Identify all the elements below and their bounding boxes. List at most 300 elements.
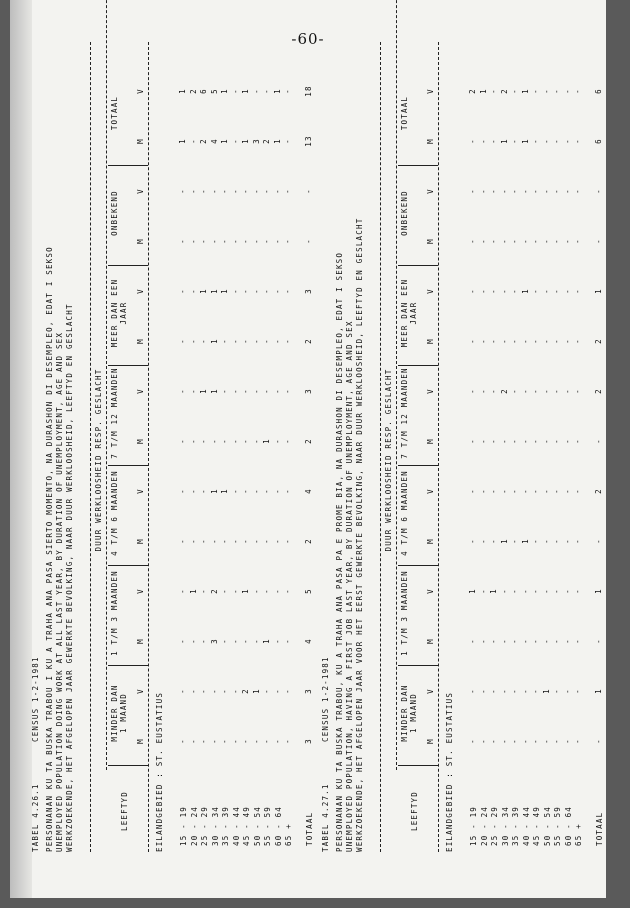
row-age-label: 25 - 29 <box>200 805 209 846</box>
cell-value: - <box>241 638 250 644</box>
cell-value: - <box>520 488 530 494</box>
cell-value: - <box>520 638 530 644</box>
cell-value: - <box>283 438 292 444</box>
column-divider <box>398 365 438 366</box>
cell-value: - <box>283 288 292 294</box>
cell-value: 1 <box>220 138 229 144</box>
cell-value: 4 <box>209 138 219 144</box>
table-title-line: PERSONANAN KU TA BUSKA TRABOU I KU A TRAHA ANA PASA SIERTO MOMENTO, NA DURASHON DI DESEMPLEO, EDAT I SEKSO <box>45 246 54 852</box>
cell-value: - <box>251 238 261 244</box>
duration-header: MEER DAN EEN JAAR <box>400 278 418 348</box>
cell-value: - <box>251 638 261 644</box>
cell-value: - <box>178 188 187 194</box>
row-age-label: 40 - 44 <box>231 805 241 846</box>
cell-value: - <box>272 338 282 344</box>
cell-value: - <box>220 188 229 194</box>
cell-value: - <box>520 738 530 744</box>
cell-value: - <box>562 588 572 594</box>
cell-value: - <box>541 88 551 94</box>
cell-value: 1 <box>541 688 551 694</box>
row-age-label: 25 - 29 <box>490 805 499 846</box>
cell-value: - <box>188 438 198 444</box>
duration-header: 4 T/M 6 MAANDEN <box>400 470 409 556</box>
cell-value: - <box>510 738 519 744</box>
cell-value: - <box>541 288 551 294</box>
cell-value: 1 <box>489 588 498 594</box>
duration-group-header: DUUR WERKLOOSHEID RESP. GESLACHT <box>384 368 393 552</box>
duration-header: 1 T/M 3 MAANDEN <box>400 570 409 656</box>
cell-value: - <box>220 338 229 344</box>
cell-value: 1 <box>499 538 509 544</box>
cell-value: - <box>283 588 292 594</box>
cell-value: 1 <box>241 138 250 144</box>
page-binding-edge <box>10 0 32 898</box>
table-id: TABEL 4.27.1 <box>321 783 330 852</box>
total-value: 2 <box>593 488 603 494</box>
cell-value: - <box>531 588 540 594</box>
sex-header: M <box>136 738 145 744</box>
cell-value: - <box>199 438 208 444</box>
cell-value: - <box>230 588 240 594</box>
cell-value: - <box>283 338 292 344</box>
cell-value: - <box>251 388 261 394</box>
column-divider <box>108 665 148 666</box>
cell-value: - <box>468 388 477 394</box>
rule-sub <box>106 0 107 770</box>
sex-header: V <box>136 588 145 594</box>
cell-value: - <box>251 288 261 294</box>
cell-value: - <box>468 638 477 644</box>
total-value: 2 <box>303 438 313 444</box>
column-divider <box>108 765 148 766</box>
cell-value: - <box>573 438 582 444</box>
cell-value: - <box>510 288 519 294</box>
duration-header: MINDER DAN 1 MAAND <box>400 684 418 742</box>
cell-value: - <box>541 138 551 144</box>
cell-value: - <box>510 388 519 394</box>
document-page <box>10 0 606 898</box>
cell-value: - <box>478 438 488 444</box>
cell-value: - <box>499 288 509 294</box>
cell-value: 1 <box>220 488 229 494</box>
cell-value: - <box>241 438 250 444</box>
cell-value: 2 <box>209 588 219 594</box>
cell-value: - <box>178 388 187 394</box>
cell-value: - <box>272 588 282 594</box>
sex-header: V <box>426 88 435 94</box>
cell-value: - <box>283 538 292 544</box>
cell-value: 1 <box>241 588 250 594</box>
cell-value: - <box>283 188 292 194</box>
cell-value: - <box>552 88 561 94</box>
cell-value: - <box>531 388 540 394</box>
cell-value: - <box>562 388 572 394</box>
column-divider <box>398 565 438 566</box>
column-divider <box>108 165 148 166</box>
cell-value: - <box>520 438 530 444</box>
cell-value: - <box>489 438 498 444</box>
cell-value: - <box>552 388 561 394</box>
column-divider <box>398 665 438 666</box>
cell-value: - <box>478 338 488 344</box>
cell-value: - <box>562 538 572 544</box>
cell-value: - <box>188 688 198 694</box>
row-age-label: 60 - 64 <box>273 805 283 846</box>
rotated-content <box>30 24 626 852</box>
cell-value: - <box>468 538 477 544</box>
cell-value: - <box>541 438 551 444</box>
cell-value: 2 <box>241 688 250 694</box>
cell-value: - <box>188 538 198 544</box>
cell-value: 1 <box>520 138 530 144</box>
cell-value: - <box>251 188 261 194</box>
sex-header: V <box>426 388 435 394</box>
cell-value: - <box>478 538 488 544</box>
column-divider <box>398 465 438 466</box>
cell-value: - <box>220 388 229 394</box>
cell-value: - <box>552 438 561 444</box>
cell-value: 1 <box>209 338 219 344</box>
cell-value: - <box>499 438 509 444</box>
cell-value: 2 <box>188 88 198 94</box>
cell-value: - <box>562 738 572 744</box>
total-value: - <box>303 238 313 244</box>
total-value: 1 <box>593 288 603 294</box>
cell-value: - <box>489 738 498 744</box>
sex-header: V <box>136 388 145 394</box>
row-age-label: 60 - 64 <box>563 805 573 846</box>
total-value: 1 <box>593 588 603 594</box>
cell-value: 5 <box>209 88 219 94</box>
row-age-label: 15 - 19 <box>469 805 478 846</box>
cell-value: - <box>531 88 540 94</box>
cell-value: - <box>178 538 187 544</box>
cell-value: - <box>478 488 488 494</box>
row-age-label: 45 - 49 <box>242 805 251 846</box>
cell-value: - <box>510 338 519 344</box>
cell-value: - <box>283 738 292 744</box>
row-age-label: 35 - 39 <box>511 805 520 846</box>
cell-value: - <box>283 88 292 94</box>
cell-value: 2 <box>499 388 509 394</box>
cell-value: - <box>188 388 198 394</box>
column-divider <box>108 565 148 566</box>
cell-value: - <box>552 738 561 744</box>
duration-header: 7 T/M 12 MAANDEN <box>400 367 409 459</box>
cell-value: - <box>562 138 572 144</box>
total-value: 18 <box>303 85 313 97</box>
sex-header: M <box>136 538 145 544</box>
cell-value: 1 <box>209 388 219 394</box>
cell-value: - <box>230 138 240 144</box>
cell-value: - <box>262 688 271 694</box>
row-age-label: 50 - 54 <box>252 805 262 846</box>
cell-value: - <box>573 388 582 394</box>
cell-value: - <box>199 488 208 494</box>
cell-value: - <box>531 738 540 744</box>
sex-header: M <box>426 438 435 444</box>
cell-value: - <box>510 538 519 544</box>
cell-value: - <box>209 438 219 444</box>
rule-header-bottom <box>438 42 439 852</box>
cell-value: - <box>283 238 292 244</box>
total-value: 3 <box>303 288 313 294</box>
cell-value: - <box>199 238 208 244</box>
cell-value: - <box>251 538 261 544</box>
cell-value: - <box>499 738 509 744</box>
cell-value: - <box>199 338 208 344</box>
cell-value: - <box>468 238 477 244</box>
cell-value: - <box>262 338 271 344</box>
cell-value: - <box>478 638 488 644</box>
table-title-line: UNEMPLOYED POPULATION DOING WORK AT ALL LAST YEAR, BY DURATION OF UNEMPLOYMENT, AGE AND SEX <box>55 331 64 852</box>
cell-value: - <box>272 738 282 744</box>
cell-value: - <box>531 488 540 494</box>
cell-value: - <box>188 188 198 194</box>
cell-value: 3 <box>251 138 261 144</box>
cell-value: - <box>199 688 208 694</box>
cell-value: 1 <box>478 88 488 94</box>
cell-value: - <box>178 338 187 344</box>
page-number: -60- <box>291 30 325 48</box>
cell-value: - <box>552 338 561 344</box>
row-age-label: 20 - 24 <box>479 805 489 846</box>
cell-value: - <box>520 688 530 694</box>
cell-value: 1 <box>199 288 208 294</box>
duration-header: MEER DAN EEN JAAR <box>110 278 128 348</box>
cell-value: - <box>188 738 198 744</box>
sex-header: M <box>136 338 145 344</box>
cell-value: - <box>272 238 282 244</box>
sex-header: V <box>136 288 145 294</box>
cell-value: 1 <box>188 588 198 594</box>
cell-value: - <box>272 388 282 394</box>
row-age-label: 20 - 24 <box>189 805 199 846</box>
column-divider <box>398 765 438 766</box>
rule-sub <box>396 0 397 770</box>
cell-value: - <box>262 538 271 544</box>
cell-value: - <box>510 138 519 144</box>
cell-value: - <box>188 488 198 494</box>
total-value: 3 <box>303 388 313 394</box>
total-value: 2 <box>303 338 313 344</box>
cell-value: 1 <box>178 88 187 94</box>
cell-value: - <box>178 288 187 294</box>
cell-value: - <box>230 288 240 294</box>
total-value: - <box>593 238 603 244</box>
cell-value: - <box>262 388 271 394</box>
cell-value: - <box>562 488 572 494</box>
cell-value: - <box>489 88 498 94</box>
cell-value: - <box>573 538 582 544</box>
cell-value: - <box>573 688 582 694</box>
cell-value: - <box>573 588 582 594</box>
total-value: 6 <box>593 138 603 144</box>
cell-value: - <box>478 188 488 194</box>
cell-value: - <box>220 238 229 244</box>
cell-value: - <box>510 638 519 644</box>
cell-value: - <box>510 488 519 494</box>
total-value: - <box>303 188 313 194</box>
cell-value: - <box>199 538 208 544</box>
cell-value: 2 <box>199 138 208 144</box>
cell-value: - <box>531 638 540 644</box>
sex-header: V <box>136 488 145 494</box>
cell-value: 1 <box>262 438 271 444</box>
cell-value: - <box>262 288 271 294</box>
cell-value: 1 <box>468 588 477 594</box>
duration-group-header: DUUR WERKLOOSHEID RESP. GESLACHT <box>94 368 103 552</box>
column-divider <box>398 165 438 166</box>
sex-header: M <box>426 138 435 144</box>
cell-value: - <box>573 238 582 244</box>
table-id: TABEL 4.26.1 <box>31 783 40 852</box>
cell-value: - <box>230 688 240 694</box>
cell-value: - <box>241 288 250 294</box>
cell-value: - <box>199 588 208 594</box>
cell-value: - <box>489 538 498 544</box>
duration-header: 4 T/M 6 MAANDEN <box>110 470 119 556</box>
cell-value: - <box>562 88 572 94</box>
sex-header: M <box>426 238 435 244</box>
cell-value: - <box>541 538 551 544</box>
cell-value: - <box>489 638 498 644</box>
cell-value: - <box>199 638 208 644</box>
duration-header: TOTAAL <box>400 95 409 131</box>
total-label: TOTAAL <box>304 811 314 846</box>
cell-value: 2 <box>468 88 477 94</box>
cell-value: - <box>562 288 572 294</box>
duration-header: TOTAAL <box>110 95 119 131</box>
sex-header: V <box>426 588 435 594</box>
duration-header: 1 T/M 3 MAANDEN <box>110 570 119 656</box>
cell-value: - <box>489 288 498 294</box>
cell-value: - <box>230 488 240 494</box>
cell-value: - <box>478 738 488 744</box>
cell-value: - <box>178 738 187 744</box>
sex-header: M <box>136 638 145 644</box>
cell-value: 1 <box>262 638 271 644</box>
cell-value: - <box>209 538 219 544</box>
cell-value: - <box>573 188 582 194</box>
rule-top <box>380 42 381 852</box>
cell-value: - <box>552 188 561 194</box>
cell-value: - <box>262 488 271 494</box>
cell-value: - <box>541 188 551 194</box>
sex-header: V <box>136 688 145 694</box>
cell-value: - <box>220 638 229 644</box>
cell-value: - <box>178 238 187 244</box>
rule-top <box>90 42 91 852</box>
cell-value: - <box>552 638 561 644</box>
cell-value: - <box>489 388 498 394</box>
cell-value: - <box>178 488 187 494</box>
sex-header: M <box>426 338 435 344</box>
cell-value: - <box>468 488 477 494</box>
cell-value: - <box>178 438 187 444</box>
cell-value: 1 <box>209 288 219 294</box>
cell-value: - <box>272 638 282 644</box>
cell-value: - <box>241 538 250 544</box>
table-title-line: PERSONANAN KU TA BUSKA TRABOU, KU A TRAHA ANA PASA PA E PROME BIA, NA DURASHON DI DESEMPLEO, EDAT I SEKSO <box>335 251 344 852</box>
cell-value: 3 <box>209 638 219 644</box>
sex-header: M <box>426 738 435 744</box>
cell-value: - <box>241 738 250 744</box>
sex-header: V <box>426 188 435 194</box>
cell-value: - <box>478 388 488 394</box>
cell-value: - <box>272 488 282 494</box>
age-header: LEEFTYD <box>120 791 129 832</box>
cell-value: - <box>220 688 229 694</box>
cell-value: - <box>262 188 271 194</box>
cell-value: - <box>531 288 540 294</box>
cell-value: - <box>230 638 240 644</box>
cell-value: - <box>241 388 250 394</box>
column-divider <box>108 365 148 366</box>
cell-value: - <box>220 738 229 744</box>
cell-value: - <box>272 288 282 294</box>
table-title-line: WERKZOEKENDE, HET AFGELOPEN JAAR VOOR HET EERST GEWERKTE BEVOLKING, NAAR DUUR WERKLOOSHEID, LEEFTYD EN GESLACHT <box>355 217 364 852</box>
cell-value: - <box>478 138 488 144</box>
cell-value: - <box>468 738 477 744</box>
cell-value: - <box>520 188 530 194</box>
cell-value: - <box>552 238 561 244</box>
total-value: - <box>593 438 603 444</box>
cell-value: 1 <box>520 88 530 94</box>
cell-value: - <box>541 388 551 394</box>
cell-value: - <box>510 188 519 194</box>
total-value: 4 <box>303 638 313 644</box>
total-value: 4 <box>303 488 313 494</box>
census-date: CENSUS 1-2-1981 <box>31 656 40 742</box>
cell-value: - <box>531 138 540 144</box>
cell-value: 2 <box>499 88 509 94</box>
cell-value: - <box>531 438 540 444</box>
cell-value: - <box>230 738 240 744</box>
row-age-label: 65 + <box>574 823 583 846</box>
census-date: CENSUS 1-2-1981 <box>321 656 330 742</box>
total-value: 3 <box>303 738 313 744</box>
total-value: - <box>593 188 603 194</box>
duration-header: ONBEKEND <box>110 190 119 236</box>
sex-header: V <box>426 288 435 294</box>
cell-value: - <box>262 238 271 244</box>
cell-value: - <box>489 138 498 144</box>
cell-value: 1 <box>499 138 509 144</box>
cell-value: - <box>541 638 551 644</box>
sex-header: M <box>426 538 435 544</box>
cell-value: - <box>199 738 208 744</box>
cell-value: - <box>520 388 530 394</box>
cell-value: - <box>510 588 519 594</box>
cell-value: - <box>272 538 282 544</box>
sex-header: V <box>426 488 435 494</box>
cell-value: 6 <box>199 88 208 94</box>
cell-value: - <box>478 588 488 594</box>
cell-value: - <box>510 88 519 94</box>
row-age-label: 40 - 44 <box>521 805 531 846</box>
cell-value: 2 <box>262 138 271 144</box>
total-value: 13 <box>303 135 313 147</box>
cell-value: - <box>499 188 509 194</box>
cell-value: - <box>499 588 509 594</box>
cell-value: 1 <box>209 488 219 494</box>
cell-value: - <box>241 488 250 494</box>
cell-value: - <box>251 588 261 594</box>
island-name: EILANDGEBIED : ST. EUSTATIUS <box>155 691 164 852</box>
cell-value: - <box>499 488 509 494</box>
cell-value: - <box>188 338 198 344</box>
